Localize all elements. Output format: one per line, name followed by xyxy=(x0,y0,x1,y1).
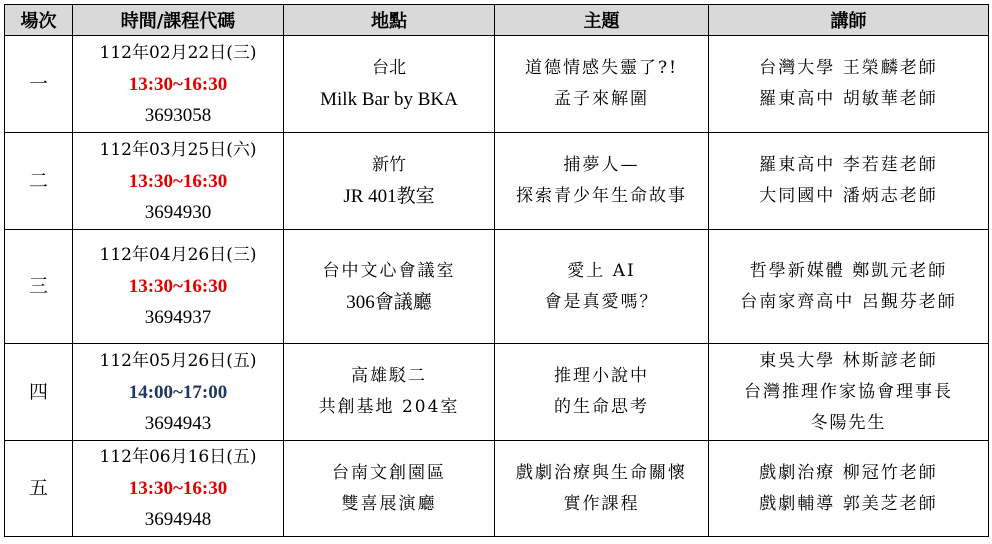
topic-cell xyxy=(495,344,709,441)
header-session: 場次 xyxy=(5,5,73,36)
time-code-cell xyxy=(73,344,284,441)
header-time-code: 時間/課程代碼 xyxy=(73,5,284,36)
location-cell xyxy=(284,441,495,537)
schedule-table xyxy=(4,4,989,537)
course-code: 3694943 xyxy=(144,412,212,434)
table-row xyxy=(5,441,989,537)
location-cell xyxy=(284,36,495,133)
speaker-line: 羅東高中 胡敏華老師 xyxy=(759,89,938,109)
header-topic: 主題 xyxy=(495,5,709,36)
topic-line: 探索青少年生命故事 xyxy=(516,186,687,206)
speaker-line: 戲劇治療 柳冠竹老師 xyxy=(759,462,938,483)
location-line: 306會議廳 xyxy=(346,291,432,313)
session-time: 13:30~16:30 xyxy=(128,276,228,297)
speaker-line: 羅東高中 李若莛老師 xyxy=(759,155,938,175)
speaker-line: 台灣大學 王榮麟老師 xyxy=(759,58,938,78)
speaker-line: 大同國中 潘炳志老師 xyxy=(759,186,938,206)
course-code: 3694930 xyxy=(144,201,212,223)
location-line: 台北 xyxy=(372,58,406,78)
topic-line: 戲劇治療與生命關懷 xyxy=(516,462,687,483)
session-number: 二 xyxy=(5,133,73,230)
speaker-cell xyxy=(709,133,989,230)
topic-line: 實作課程 xyxy=(563,493,640,514)
location-line: Milk Bar by BKA xyxy=(320,89,458,110)
topic-line: 愛上 AI xyxy=(567,260,636,281)
speaker-line: 台灣推理作家協會理事長 xyxy=(744,381,953,402)
topic-line: 道德情感失靈了?! xyxy=(525,58,678,78)
location-line: JR 401教室 xyxy=(343,186,435,207)
session-number: 五 xyxy=(5,441,73,537)
speaker-cell xyxy=(709,441,989,537)
speaker-cell xyxy=(709,344,989,441)
topic-line: 捕夢人— xyxy=(563,155,640,175)
location-line: 台中文心會議室 xyxy=(322,260,456,281)
header-location: 地點 xyxy=(284,5,495,36)
header-speaker: 講師 xyxy=(709,5,989,36)
time-code-cell xyxy=(73,36,284,133)
session-date: 112年04月26日(三) xyxy=(99,245,257,265)
session-number: 一 xyxy=(5,36,73,133)
speaker-line: 戲劇輔導 郭美芝老師 xyxy=(759,493,938,514)
location-cell xyxy=(284,230,495,344)
session-time: 14:00~17:00 xyxy=(128,381,228,403)
topic-line: 孟子來解圍 xyxy=(554,89,649,109)
table-row xyxy=(5,344,989,441)
session-date: 112年02月22日(三) xyxy=(99,42,257,63)
location-line: 台南文創園區 xyxy=(332,462,446,483)
topic-line: 的生命思考 xyxy=(554,397,649,417)
location-line: 雙喜展演廳 xyxy=(341,493,437,514)
speaker-cell xyxy=(709,36,989,133)
session-date: 112年05月26日(五) xyxy=(99,350,257,371)
session-time: 13:30~16:30 xyxy=(128,478,228,499)
table-row xyxy=(5,36,989,133)
topic-cell xyxy=(495,133,709,230)
topic-line: 會是真愛嗎？ xyxy=(544,291,659,312)
location-line: 新竹 xyxy=(372,155,406,175)
time-code-cell xyxy=(73,230,284,344)
time-code-cell xyxy=(73,441,284,537)
topic-cell xyxy=(495,230,709,344)
topic-cell xyxy=(495,441,709,537)
time-code-cell xyxy=(73,133,284,230)
table-row xyxy=(5,230,989,344)
session-number: 四 xyxy=(5,344,73,441)
session-time: 13:30~16:30 xyxy=(128,73,228,95)
speaker-line: 哲學新媒體 鄭凱元老師 xyxy=(749,260,948,281)
header-row xyxy=(5,5,989,36)
location-line: 共創基地 204室 xyxy=(318,397,460,417)
location-cell xyxy=(284,133,495,230)
course-code: 3694948 xyxy=(144,509,212,530)
speaker-line: 台南家齊高中 呂覲芬老師 xyxy=(740,291,957,312)
session-time: 13:30~16:30 xyxy=(128,170,228,192)
speaker-cell xyxy=(709,230,989,344)
topic-line: 推理小說中 xyxy=(554,366,649,386)
speaker-line: 東吳大學 林斯諺老師 xyxy=(759,350,938,371)
session-date: 112年03月25日(六) xyxy=(99,139,257,160)
speaker-line: 冬陽先生 xyxy=(810,412,887,433)
table-row xyxy=(5,133,989,230)
session-number: 三 xyxy=(5,230,73,344)
topic-cell xyxy=(495,36,709,133)
session-date: 112年06月16日(五) xyxy=(99,447,257,467)
location-cell xyxy=(284,344,495,441)
location-line: 高雄駁二 xyxy=(351,366,427,386)
course-code: 3694937 xyxy=(144,307,212,328)
course-code: 3693058 xyxy=(144,104,212,126)
